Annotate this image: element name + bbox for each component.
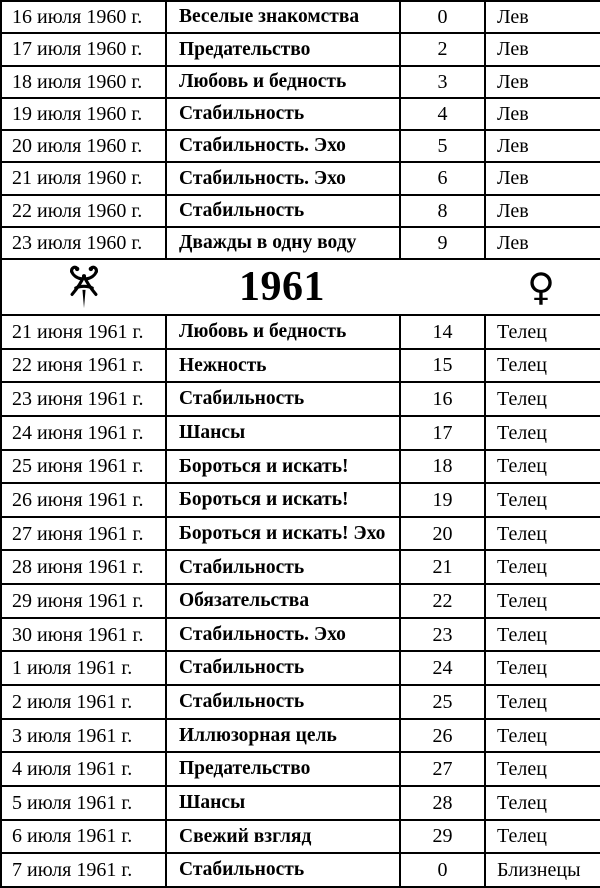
section-1961-rows — [1, 315, 600, 887]
table-row — [1, 483, 600, 517]
table-row — [1, 416, 600, 450]
section-1960-rows — [1, 1, 600, 259]
sign-cell: Телец — [485, 820, 600, 854]
date-cell: 3 июля 1961 г. — [1, 719, 166, 753]
year-header-row — [1, 259, 600, 315]
table-row — [1, 315, 600, 349]
title-cell: Стабильность — [166, 98, 400, 130]
table-row — [1, 752, 600, 786]
sign-cell: Близнецы — [485, 853, 600, 887]
date-cell: 7 июля 1961 г. — [1, 853, 166, 887]
table-row — [1, 685, 600, 719]
sign-cell: Телец — [485, 517, 600, 551]
date-cell: 17 июля 1960 г. — [1, 33, 166, 65]
sign-cell: Телец — [485, 618, 600, 652]
sign-cell: Телец — [485, 382, 600, 416]
date-cell: 28 июня 1961 г. — [1, 550, 166, 584]
number-cell: 3 — [400, 66, 485, 98]
date-cell: 22 июня 1961 г. — [1, 349, 166, 383]
crayfish-icon — [2, 262, 165, 312]
sign-cell: Телец — [485, 450, 600, 484]
title-cell: Любовь и бедность — [166, 66, 400, 98]
sign-cell: Лев — [485, 33, 600, 65]
title-cell: Стабильность — [166, 382, 400, 416]
date-cell: 1 июля 1961 г. — [1, 651, 166, 685]
title-cell: Веселые знакомства — [166, 1, 400, 33]
number-cell: 21 — [400, 550, 485, 584]
title-cell: Обязательства — [166, 584, 400, 618]
year-header-section — [1, 259, 600, 315]
table-row — [1, 382, 600, 416]
number-cell: 4 — [400, 98, 485, 130]
title-cell: Стабильность — [166, 651, 400, 685]
table-row — [1, 584, 600, 618]
table-row — [1, 786, 600, 820]
date-cell: 25 июня 1961 г. — [1, 450, 166, 484]
title-cell: Бороться и искать! — [166, 450, 400, 484]
number-cell: 9 — [400, 227, 485, 259]
number-cell: 23 — [400, 618, 485, 652]
title-cell: Стабильность — [166, 195, 400, 227]
date-cell: 30 июня 1961 г. — [1, 618, 166, 652]
sign-cell: Телец — [485, 651, 600, 685]
number-cell: 0 — [400, 1, 485, 33]
number-cell: 26 — [400, 719, 485, 753]
sign-cell: Телец — [485, 315, 600, 349]
sign-cell: Телец — [485, 416, 600, 450]
number-cell: 20 — [400, 517, 485, 551]
sign-cell: Телец — [485, 719, 600, 753]
table-row — [1, 98, 600, 130]
date-cell: 21 июля 1960 г. — [1, 162, 166, 194]
date-cell: 19 июля 1960 г. — [1, 98, 166, 130]
date-cell: 22 июля 1960 г. — [1, 195, 166, 227]
table-row — [1, 550, 600, 584]
table-row — [1, 450, 600, 484]
number-cell: 5 — [400, 130, 485, 162]
title-cell: Стабильность — [166, 853, 400, 887]
sign-cell: Лев — [485, 98, 600, 130]
table-row — [1, 130, 600, 162]
sign-cell: Телец — [485, 550, 600, 584]
title-cell: Бороться и искать! — [166, 483, 400, 517]
sign-cell: Лев — [485, 195, 600, 227]
sign-cell: Лев — [485, 162, 600, 194]
date-cell: 29 июня 1961 г. — [1, 584, 166, 618]
title-cell: Иллюзорная цель — [166, 719, 400, 753]
number-cell: 17 — [400, 416, 485, 450]
number-cell: 14 — [400, 315, 485, 349]
date-cell: 2 июля 1961 г. — [1, 685, 166, 719]
sign-cell: Лев — [485, 66, 600, 98]
table-row — [1, 651, 600, 685]
date-cell: 23 июня 1961 г. — [1, 382, 166, 416]
sign-cell: Лев — [485, 130, 600, 162]
date-cell: 16 июля 1960 г. — [1, 1, 166, 33]
table-row — [1, 820, 600, 854]
year-header-grid — [2, 260, 600, 314]
date-cell: 5 июля 1961 г. — [1, 786, 166, 820]
table-row — [1, 162, 600, 194]
title-cell: Стабильность — [166, 685, 400, 719]
title-cell: Стабильность. Эхо — [166, 618, 400, 652]
date-cell: 21 июня 1961 г. — [1, 315, 166, 349]
sign-cell: Телец — [485, 752, 600, 786]
date-cell: 18 июля 1960 г. — [1, 66, 166, 98]
title-cell: Стабильность — [166, 550, 400, 584]
sign-cell: Телец — [485, 483, 600, 517]
year-label: 1961 — [239, 264, 325, 310]
table-row — [1, 853, 600, 887]
table-row — [1, 719, 600, 753]
sign-cell: Телец — [485, 685, 600, 719]
number-cell: 8 — [400, 195, 485, 227]
date-cell: 20 июля 1960 г. — [1, 130, 166, 162]
title-cell: Дважды в одну воду — [166, 227, 400, 259]
number-cell: 22 — [400, 584, 485, 618]
title-cell: Стабильность. Эхо — [166, 162, 400, 194]
date-cell: 23 июля 1960 г. — [1, 227, 166, 259]
number-cell: 16 — [400, 382, 485, 416]
number-cell: 28 — [400, 786, 485, 820]
number-cell: 2 — [400, 33, 485, 65]
date-cell: 4 июля 1961 г. — [1, 752, 166, 786]
title-cell: Предательство — [166, 33, 400, 65]
number-cell: 0 — [400, 853, 485, 887]
number-cell: 6 — [400, 162, 485, 194]
venus-icon: ♀ — [527, 265, 555, 309]
title-cell: Любовь и бедность — [166, 315, 400, 349]
table-row — [1, 195, 600, 227]
number-cell: 18 — [400, 450, 485, 484]
number-cell: 25 — [400, 685, 485, 719]
table-row — [1, 517, 600, 551]
sign-cell: Лев — [485, 1, 600, 33]
table-row — [1, 618, 600, 652]
table-row — [1, 66, 600, 98]
number-cell: 29 — [400, 820, 485, 854]
number-cell: 19 — [400, 483, 485, 517]
table-row — [1, 33, 600, 65]
year-header-cell — [1, 259, 600, 315]
sign-cell: Телец — [485, 349, 600, 383]
number-cell: 27 — [400, 752, 485, 786]
title-cell: Бороться и искать! Эхо — [166, 517, 400, 551]
number-cell: 15 — [400, 349, 485, 383]
table-row — [1, 227, 600, 259]
sign-cell: Телец — [485, 786, 600, 820]
table-row — [1, 349, 600, 383]
date-cell: 6 июля 1961 г. — [1, 820, 166, 854]
date-cell: 26 июня 1961 г. — [1, 483, 166, 517]
title-cell: Стабильность. Эхо — [166, 130, 400, 162]
date-cell: 24 июня 1961 г. — [1, 416, 166, 450]
table-row — [1, 1, 600, 33]
sign-cell: Лев — [485, 227, 600, 259]
date-cell: 27 июня 1961 г. — [1, 517, 166, 551]
title-cell: Нежность — [166, 349, 400, 383]
title-cell: Шансы — [166, 786, 400, 820]
sign-cell: Телец — [485, 584, 600, 618]
title-cell: Шансы — [166, 416, 400, 450]
title-cell: Свежий взгляд — [166, 820, 400, 854]
title-cell: Предательство — [166, 752, 400, 786]
number-cell: 24 — [400, 651, 485, 685]
